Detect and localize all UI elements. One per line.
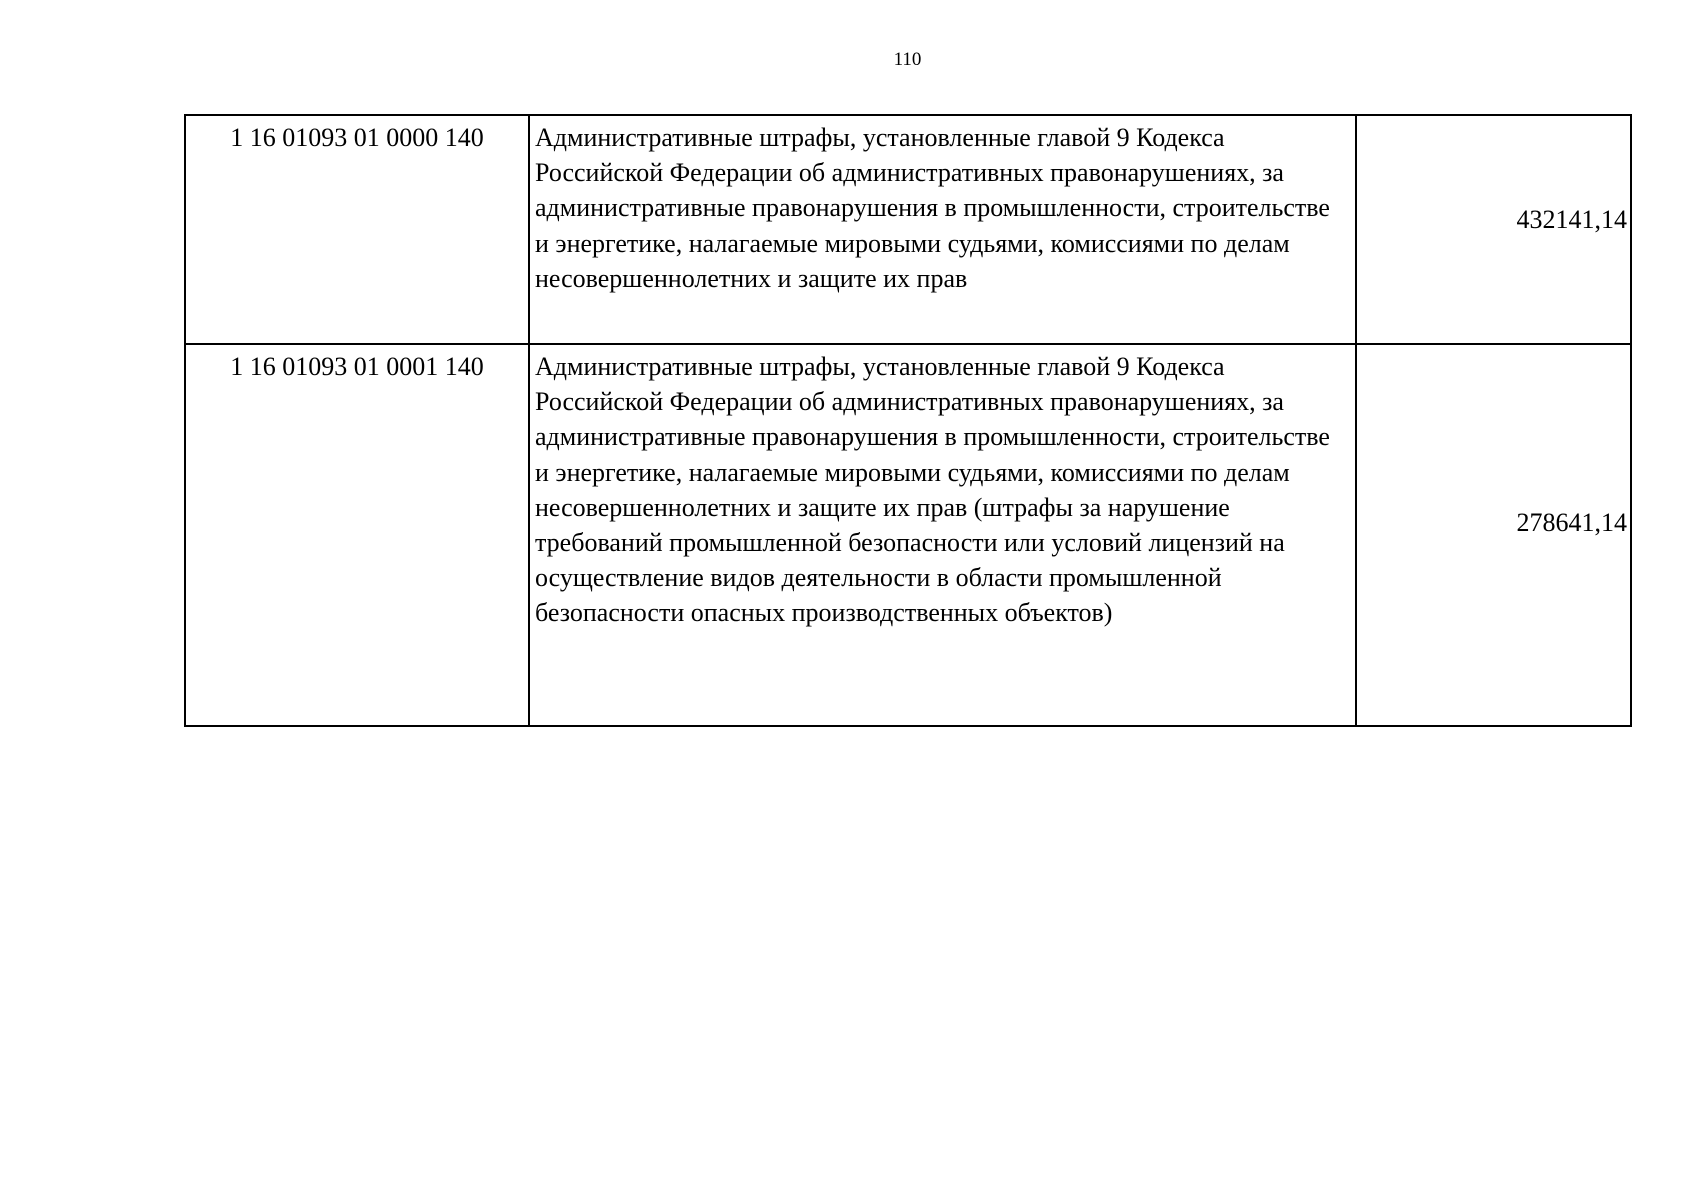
amount-value: 432141,14 bbox=[1516, 204, 1627, 234]
table-row bbox=[185, 344, 1631, 726]
page-number: 110 bbox=[893, 49, 922, 70]
amount-cell bbox=[1356, 115, 1631, 344]
description-cell: Административные штрафы, установленные главой 9 Кодекса Российской Федерации об административных правонарушениях, за административные правонарушения в промышленности, строительстве и энергетике, налагаемые мировыми судьями, комиссиями по делам несовершеннолетних и защите их прав (штрафы за нарушение требований промышленной безопасности или условий лицензий на осуществление видов деятельности в области промышленной безопасности опасных производственных объектов) bbox=[529, 344, 1356, 726]
amount-cell bbox=[1356, 344, 1631, 726]
table-row bbox=[185, 115, 1631, 344]
budget-code-cell: 1 16 01093 01 0000 140 bbox=[185, 115, 529, 344]
description-cell: Административные штрафы, установленные главой 9 Кодекса Российской Федерации об административных правонарушениях, за административные правонарушения в промышленности, строительстве и энергетике, налагаемые мировыми судьями, комиссиями по делам несовершеннолетних и защите их прав bbox=[529, 115, 1356, 344]
budget-table bbox=[184, 114, 1632, 727]
budget-code-cell: 1 16 01093 01 0001 140 bbox=[185, 344, 529, 726]
amount-value: 278641,14 bbox=[1516, 508, 1627, 538]
